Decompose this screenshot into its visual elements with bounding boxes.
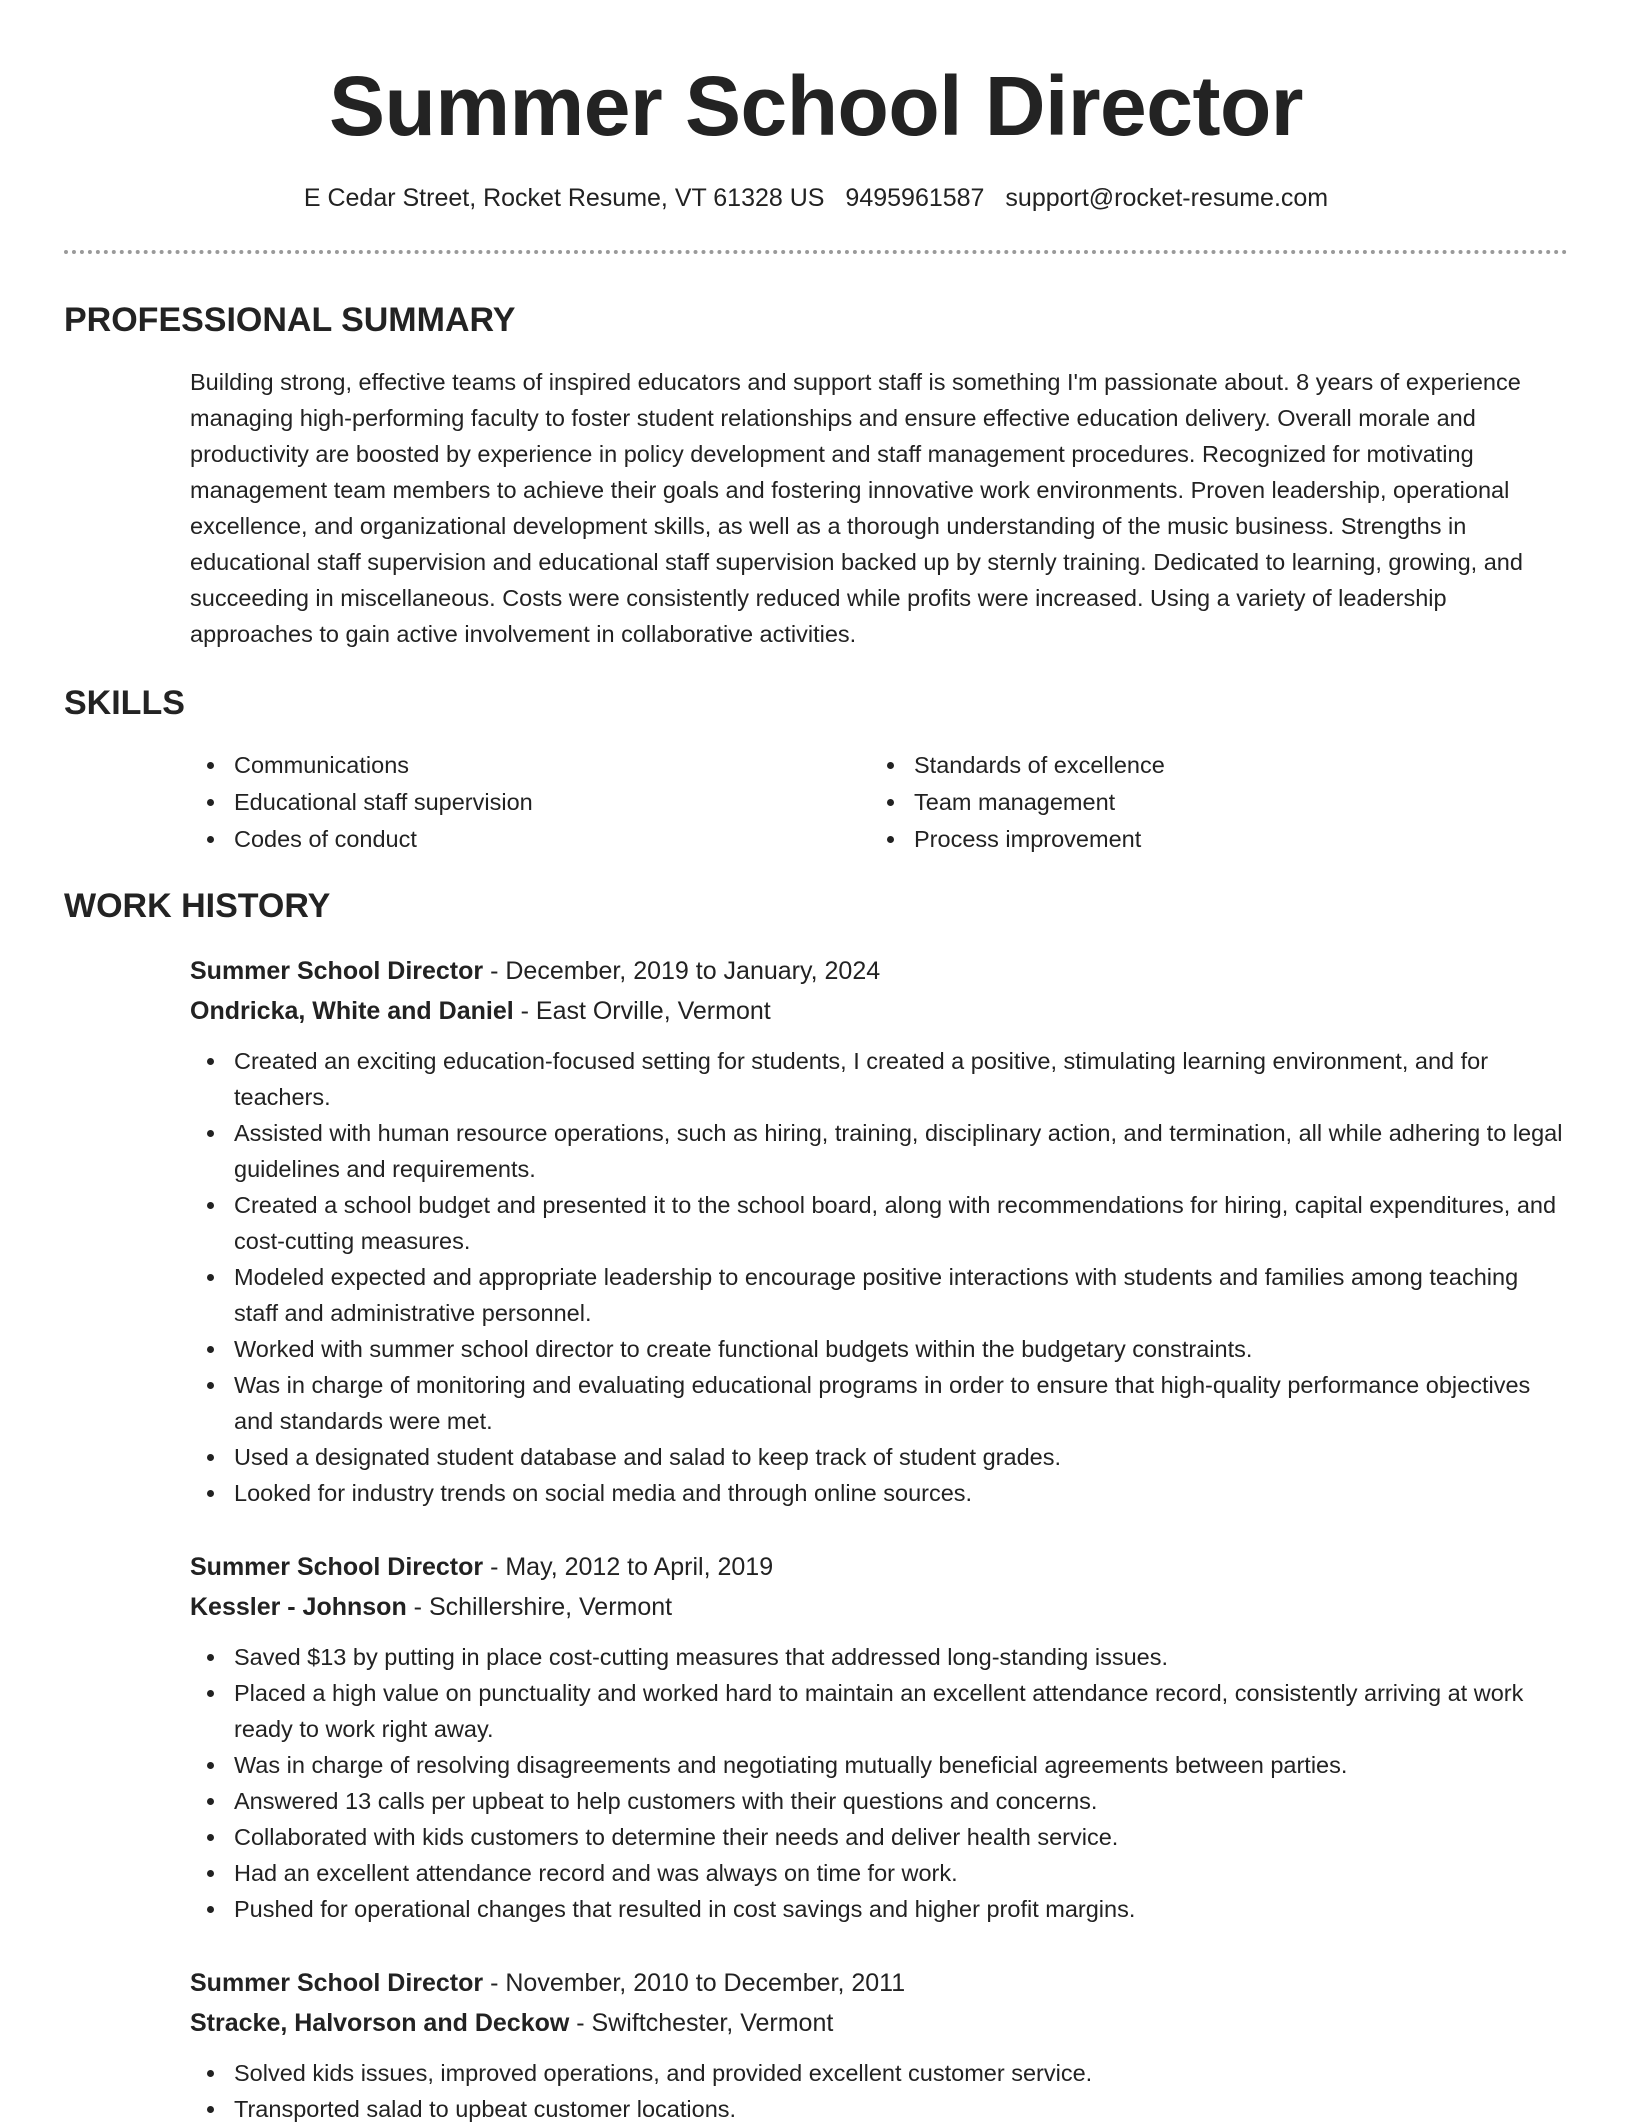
skill-item: Communications <box>190 747 870 784</box>
phone: 9495961587 <box>845 184 985 212</box>
job-dates: - November, 2010 to December, 2011 <box>483 1969 906 1997</box>
job-bullet: Looked for industry trends on social media and through online sources. <box>190 1475 1568 1511</box>
skill-item: Educational staff supervision <box>190 784 870 821</box>
job-bullet: Saved $13 by putting in place cost-cutting measures that addressed long-standing issues. <box>190 1639 1568 1675</box>
job-bullet: Created an exciting education-focused setting for students, I created a positive, stimulating learning environment, and for teachers. <box>190 1043 1568 1115</box>
job-company-line <box>190 991 1568 1031</box>
job-title-line <box>190 951 1568 991</box>
summary-heading: PROFESSIONAL SUMMARY <box>64 301 516 339</box>
job-bullets <box>190 2055 1568 2127</box>
skill-item: Standards of excellence <box>870 747 1550 784</box>
skill-item: Codes of conduct <box>190 821 870 858</box>
job-bullet: Had an excellent attendance record and was always on time for work. <box>190 1855 1568 1891</box>
job-role: Summer School Director <box>190 957 484 985</box>
job-company: Kessler - Johnson <box>190 1593 407 1621</box>
job-role: Summer School Director <box>190 1553 484 1581</box>
contact-line <box>0 100 1632 214</box>
job-bullet: Worked with summer school director to create functional budgets within the budgetary constraints. <box>190 1331 1568 1367</box>
job-location: - Schillershire, Vermont <box>406 1593 673 1621</box>
job-bullet: Solved kids issues, improved operations, and provided excellent customer service. <box>190 2055 1568 2091</box>
job-bullet: Collaborated with kids customers to determine their needs and deliver health service. <box>190 1819 1568 1855</box>
job-location: - East Orville, Vermont <box>513 997 771 1025</box>
job-entry <box>190 951 1568 1511</box>
job-entry <box>190 1547 1568 1927</box>
job-bullet: Transported salad to upbeat customer locations. <box>190 2091 1568 2127</box>
job-bullet: Placed a high value on punctuality and worked hard to maintain an excellent attendance record, consistently arriving at work ready to work right away. <box>190 1675 1568 1747</box>
job-bullet: Created a school budget and presented it to the school board, along with recommendations for hiring, capital expenditures, and cost-cutting measures. <box>190 1187 1568 1259</box>
job-role: Summer School Director <box>190 1969 484 1997</box>
skills-list <box>190 747 1568 858</box>
job-company: Ondricka, White and Daniel <box>190 997 514 1025</box>
job-dates: - December, 2019 to January, 2024 <box>483 957 881 985</box>
job-title-line <box>190 1963 1568 2003</box>
job-entry <box>190 1963 1568 2127</box>
job-bullets <box>190 1043 1568 1511</box>
skills-heading: SKILLS <box>64 684 185 722</box>
resume-name: Summer School Director <box>329 59 1303 153</box>
skills-column-right <box>870 747 1550 858</box>
job-bullet: Used a designated student database and salad to keep track of student grades. <box>190 1439 1568 1475</box>
email: support@rocket-resume.com <box>1005 184 1329 212</box>
job-company: Stracke, Halvorson and Deckow <box>190 2009 570 2037</box>
work-history-heading: WORK HISTORY <box>64 887 331 925</box>
skill-item: Process improvement <box>870 821 1550 858</box>
job-bullet: Assisted with human resource operations, such as hiring, training, disciplinary action, and termination, all while adhering to legal guidelines and requirements. <box>190 1115 1568 1187</box>
job-location: - Swiftchester, Vermont <box>569 2009 834 2037</box>
header-divider <box>64 250 1568 254</box>
job-bullet: Was in charge of monitoring and evaluating educational programs in order to ensure that high-quality performance objectives and standards were met. <box>190 1367 1568 1439</box>
job-bullet: Pushed for operational changes that resulted in cost savings and higher profit margins. <box>190 1891 1568 1927</box>
skills-column-left <box>190 747 870 858</box>
summary-text: Building strong, effective teams of inspired educators and support staff is something I'm passionate about. 8 years of experience managing high-performing faculty to foster student relationships and ensure effective education delivery. Overall morale and productivity are boosted by experience in policy development and staff management procedures. Recognized for motivating management team members to achieve their goals and fostering innovative work environments. Proven leadership, operational excellence, and organizational development skills, as well as a thorough understanding of the music business. Strengths in educational staff supervision and educational staff supervision backed up by sternly training. Dedicated to learning, growing, and succeeding in miscellaneous. Costs were consistently reduced while profits were increased. Using a variety of leadership approaches to gain active involvement in collaborative activities. <box>190 369 1523 647</box>
job-bullet: Was in charge of resolving disagreements and negotiating mutually beneficial agreements between parties. <box>190 1747 1568 1783</box>
job-dates: - May, 2012 to April, 2019 <box>483 1553 774 1581</box>
job-company-line <box>190 2003 1568 2043</box>
job-company-line <box>190 1587 1568 1627</box>
skill-item: Team management <box>870 784 1550 821</box>
address: E Cedar Street, Rocket Resume, VT 61328 US <box>303 184 825 212</box>
job-bullets <box>190 1639 1568 1927</box>
job-bullet: Answered 13 calls per upbeat to help customers with their questions and concerns. <box>190 1783 1568 1819</box>
job-title-line <box>190 1547 1568 1587</box>
job-bullet: Modeled expected and appropriate leadership to encourage positive interactions with students and families among teaching staff and administrative personnel. <box>190 1259 1568 1331</box>
